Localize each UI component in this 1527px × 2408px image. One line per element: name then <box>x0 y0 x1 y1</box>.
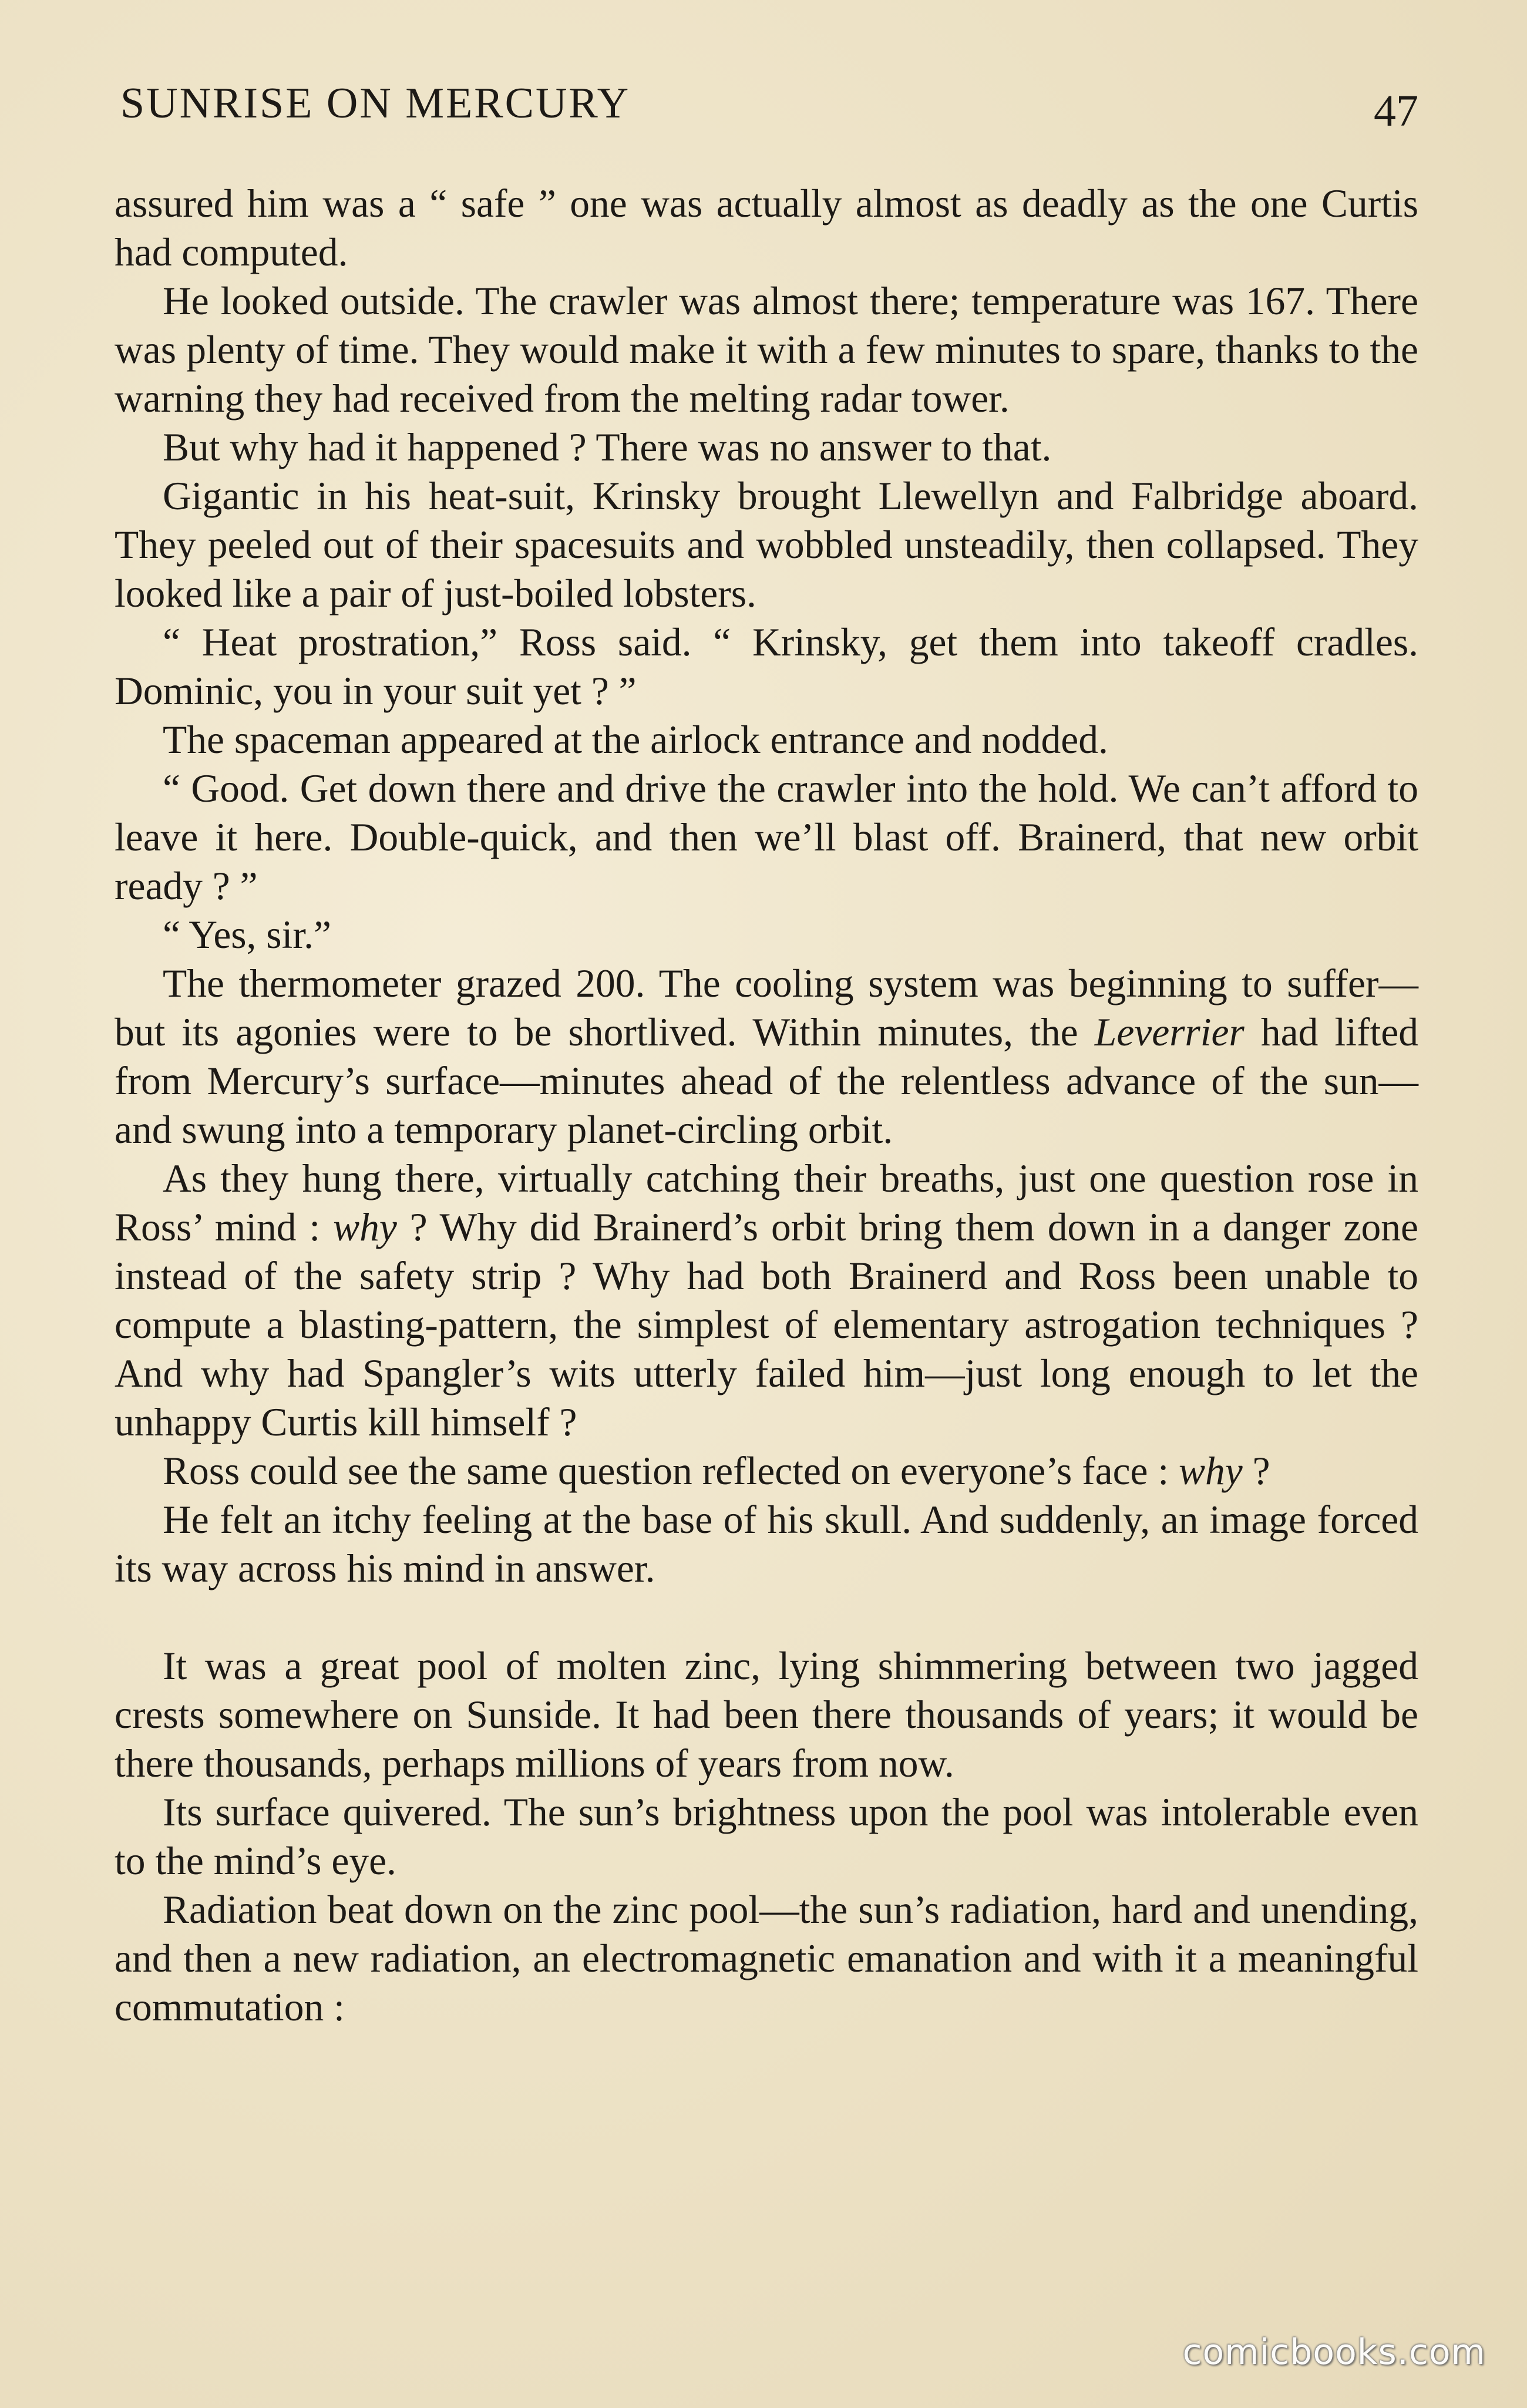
paragraph-11 <box>115 1447 1418 1495</box>
paragraph-15: Radiation beat down on the zinc pool—the sun’s radiation, hard and unending, and then a new radiation, an electromagnetic emanation and with it a meaningful commutation : <box>115 1888 1418 2029</box>
paragraph-3: But why had it happened ? There was no answer to that. <box>163 425 1052 469</box>
paragraph-12: He felt an itchy feeling at the base of his skull. And suddenly, an image forced its way across his mind in answer. <box>115 1498 1418 1590</box>
paragraph-6: The spaceman appeared at the airlock entrance and nodded. <box>163 718 1108 762</box>
page-number: 47 <box>1374 86 1418 136</box>
paragraph-10 <box>115 1154 1418 1447</box>
running-title: SUNRISE ON MERCURY <box>120 79 631 127</box>
italic-why: why <box>333 1205 397 1249</box>
paragraph-5: “ Heat prostration,” Ross said. “ Krinsky, get them into takeoff cradles. Dominic, you in your suit yet ? ” <box>115 620 1418 713</box>
paragraph-9-text-b: had lifted from Mercury’s surface—minutes ahead of the relentless advance of the sun—and swung into a temporary planet-circling orbit. <box>115 1010 1418 1152</box>
paragraph-1: assured him was a “ safe ” one was actually almost as deadly as the one Curtis had computed. <box>115 181 1418 274</box>
book-page <box>115 76 1418 2343</box>
paragraph-9-text-a: The thermometer grazed 200. The cooling system was beginning to suffer—but its agonies were to be shortlived. Within minutes, the <box>115 961 1418 1054</box>
section-break <box>115 1593 1418 1642</box>
paragraph-14: Its surface quivered. The sun’s brightness upon the pool was intolerable even to the mind’s eye. <box>115 1790 1418 1883</box>
body-text <box>115 179 1418 2032</box>
italic-why: why <box>1179 1449 1243 1493</box>
source-watermark: comicbooks.com <box>1182 2332 1486 2373</box>
paragraph-7: “ Good. Get down there and drive the crawler into the hold. We can’t afford to leave it here. Double-quick, and then we’ll blast off. Brainerd, that new orbit ready ? ” <box>115 766 1418 908</box>
paragraph-11-text-b: ? <box>1242 1449 1270 1493</box>
running-head <box>115 76 1418 141</box>
paragraph-11-text-a: Ross could see the same question reflected on everyone’s face : <box>163 1449 1179 1493</box>
paragraph-9 <box>115 959 1418 1154</box>
paragraph-8: “ Yes, sir.” <box>163 913 331 957</box>
paragraph-10-text-a: As they hung there, virtually catching their breaths, just one question rose in Ross’ mind : <box>115 1156 1418 1249</box>
paragraph-10-text-b: ? Why did Brainerd’s orbit bring them down in a danger zone instead of the safety strip ? Why had both Brainerd and Ross been unable to compute a blasting-pattern, the simplest of elementary astrogation techniques ? And why had Spangler’s wits utterly failed him—just long enough to let the unhappy Curtis kill himself ? <box>115 1205 1418 1444</box>
ship-name: Leverrier <box>1094 1010 1245 1054</box>
paragraph-4: Gigantic in his heat-suit, Krinsky brought Llewellyn and Falbridge aboard. They peeled out of their spacesuits and wobbled unsteadily, then collapsed. They looked like a pair of just-boiled lobsters. <box>115 474 1418 616</box>
paragraph-2: He looked outside. The crawler was almost there; temperature was 167. There was plenty of time. They would make it with a few minutes to spare, thanks to the warning they had received from the melting radar tower. <box>115 279 1418 421</box>
paragraph-13: It was a great pool of molten zinc, lying shimmering between two jagged crests somewhere on Sunside. It had been there thousands of years; it would be there thousands, perhaps millions of years from now. <box>115 1644 1418 1785</box>
